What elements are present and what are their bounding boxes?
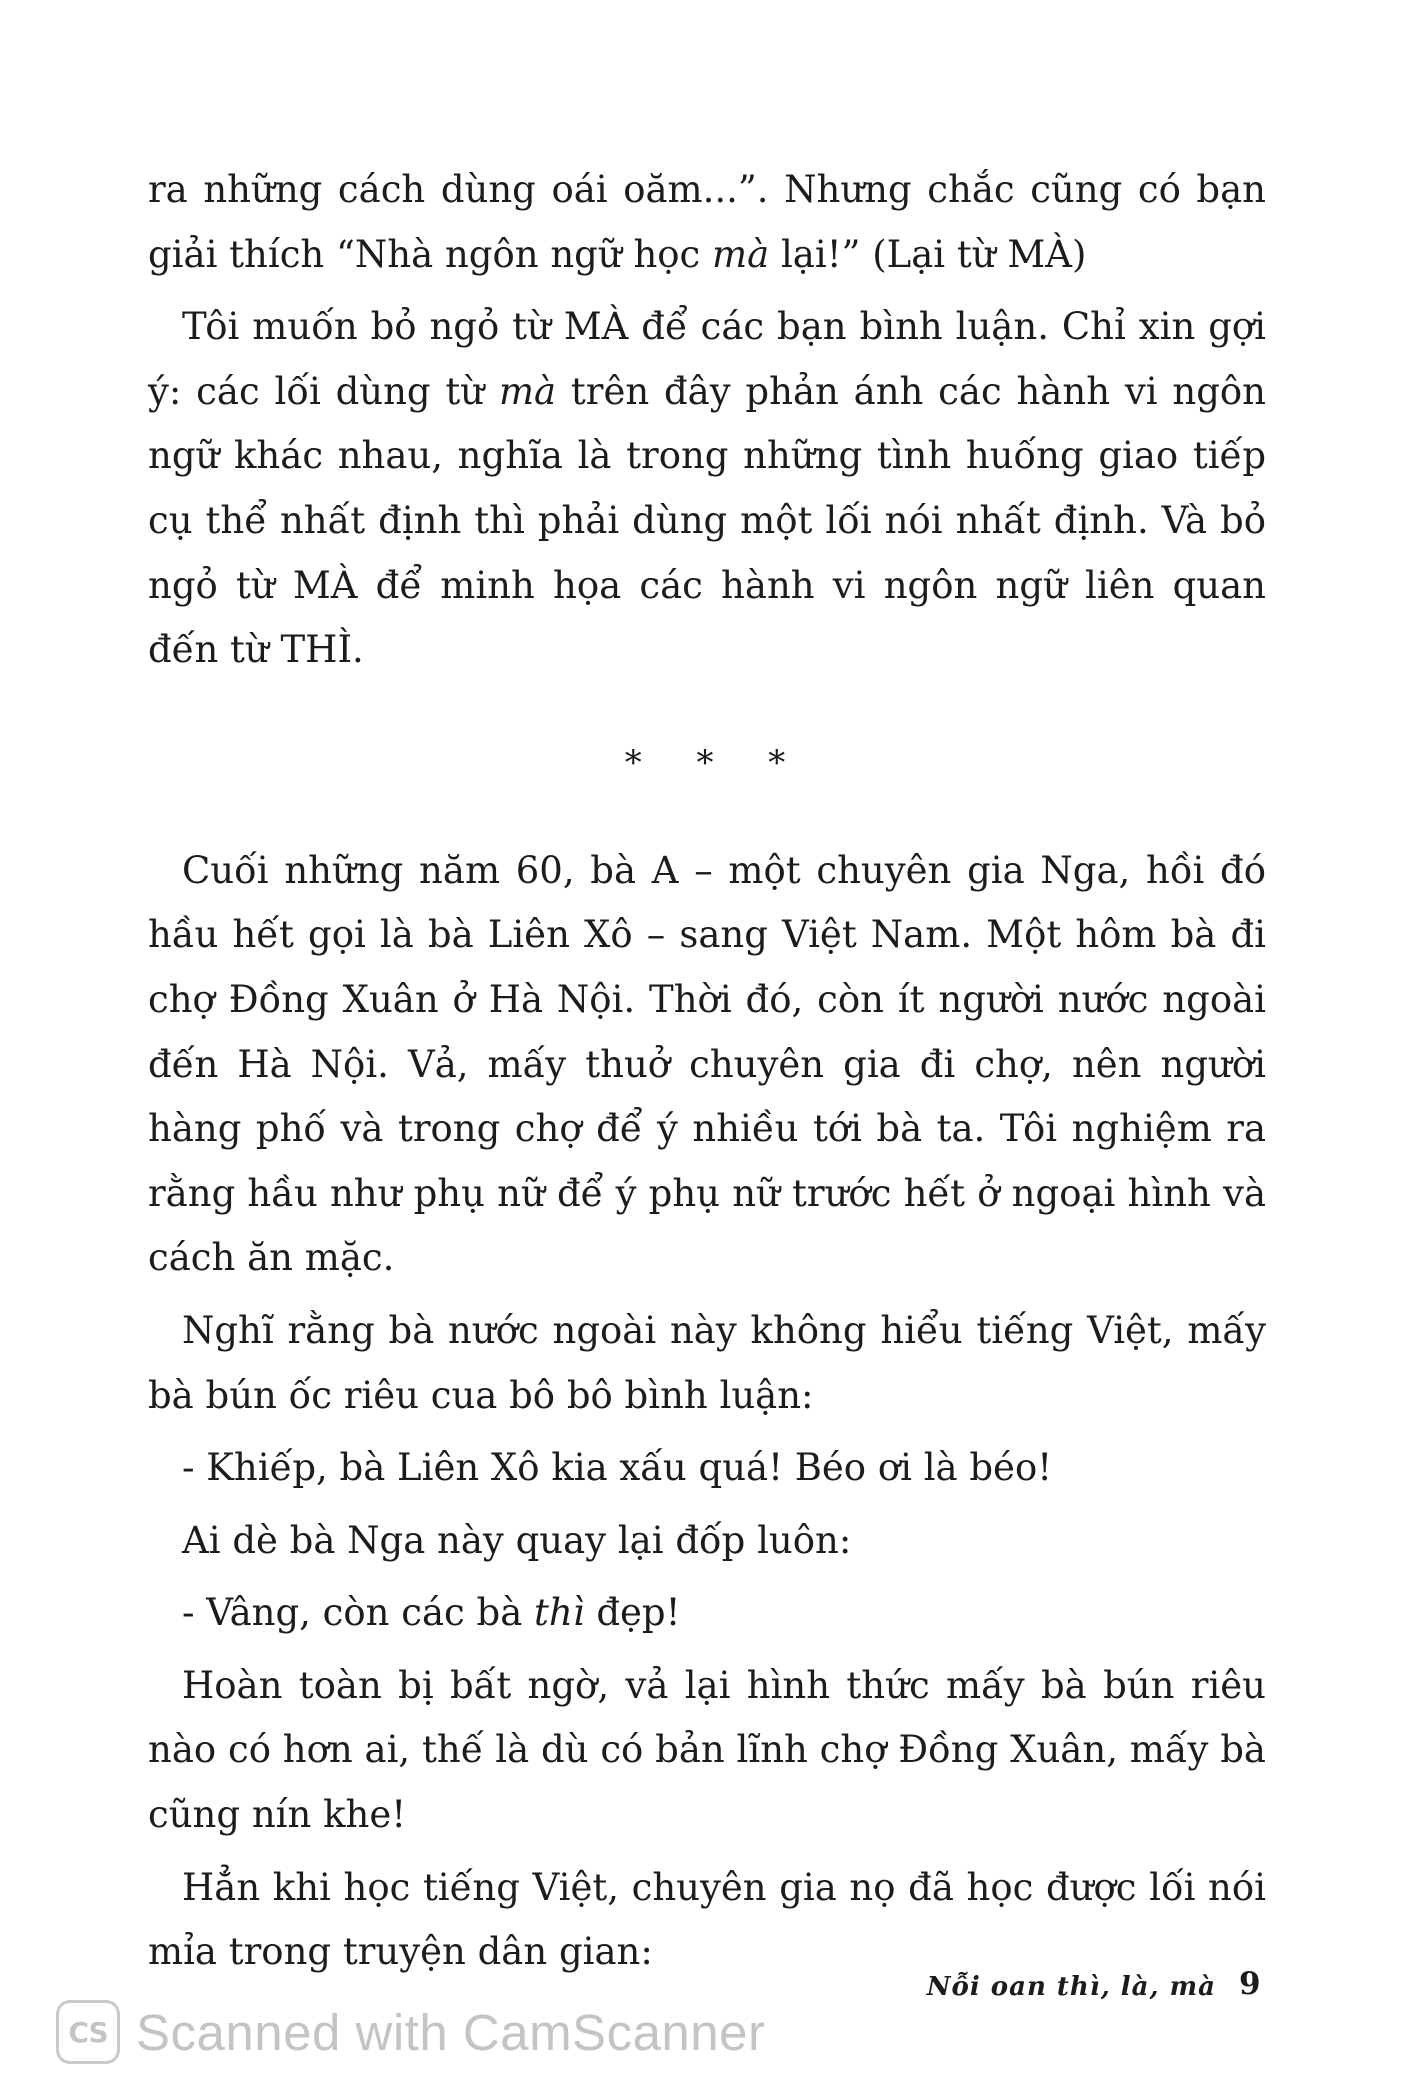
text-segment: lại!” (Lại từ MÀ) <box>769 232 1087 276</box>
text-segment: đẹp! <box>584 1591 681 1635</box>
text-segment: - Khiếp, bà Liên Xô kia xấu quá! Béo ơi là béo! <box>182 1446 1053 1490</box>
text-segment: Hẳn khi học tiếng Việt, chuyên gia nọ đã học được lối nói mỉa trong truyện dân gian: <box>148 1865 1266 1974</box>
text-segment: Tôi muốn bỏ ngỏ từ MÀ để các bạn bình luận. Chỉ xin gợi ý: các lối dùng từ <box>148 305 1266 413</box>
paragraph <box>148 1654 1266 1848</box>
text-segment: ra những cách dùng oái oăm...”. Nhưng chắc cũng có bạn giải thích “Nhà ngôn ngữ học <box>148 168 1266 276</box>
camscanner-logo-icon: CS <box>56 2000 120 2064</box>
italic-word: mà <box>498 369 557 413</box>
italic-word: thì <box>534 1591 585 1635</box>
page-number: 9 <box>1239 1966 1261 2002</box>
section-break: * * * <box>624 742 808 783</box>
camscanner-watermark <box>56 1996 766 2068</box>
paragraph <box>148 1509 1266 1574</box>
text-segment: Hoàn toàn bị bất ngờ, vả lại hình thức mấy bà bún riêu nào có hơn ai, thế là dù có bản lĩnh chợ Đồng Xuân, mấy bà cũng nín khe! <box>148 1663 1266 1837</box>
dialog-line <box>148 1581 1266 1646</box>
watermark-text: Scanned with CamScanner <box>136 2003 766 2061</box>
text-segment: - Vâng, còn các bà <box>182 1591 535 1635</box>
text-segment: trên đây phản ánh các hành vi ngôn ngữ khác nhau, nghĩa là trong những tình huống giao tiếp cụ thể nhất định thì phải dùng một lối nói nhất định. Và bỏ ngỏ từ MÀ để minh họa các hành vi ngôn ngữ liên quan đến từ THÌ. <box>148 369 1266 672</box>
paragraph <box>148 1299 1266 1428</box>
text-segment: Cuối những năm 60, bà A – một chuyên gia Nga, hồi đó hầu hết gọi là bà Liên Xô – sang Việt Nam. Một hôm bà đi chợ Đồng Xuân ở Hà Nội. Thời đó, còn ít người nước ngoài đến Hà Nội. Vả, mấy thuở chuyên gia đi chợ, nên người hàng phố và trong chợ để ý nhiều tới bà ta. Tôi nghiệm ra rằng hầu như phụ nữ để ý phụ nữ trước hết ở ngoại hình và cách ăn mặc. <box>148 848 1266 1280</box>
text-segment: Ai dè bà Nga này quay lại đốp luôn: <box>182 1518 852 1562</box>
paragraph <box>148 295 1266 683</box>
paragraph <box>148 1856 1266 1985</box>
paragraph <box>148 839 1266 1291</box>
text-segment: Nghĩ rằng bà nước ngoài này không hiểu tiếng Việt, mấy bà bún ốc riêu cua bô bô bình luận: <box>148 1308 1266 1417</box>
dialog-line <box>148 1436 1266 1501</box>
paragraph <box>148 158 1266 287</box>
body-text <box>148 158 1266 1993</box>
italic-word: mà <box>712 232 770 276</box>
running-title: Nỗi oan thì, là, mà <box>926 1972 1216 2002</box>
